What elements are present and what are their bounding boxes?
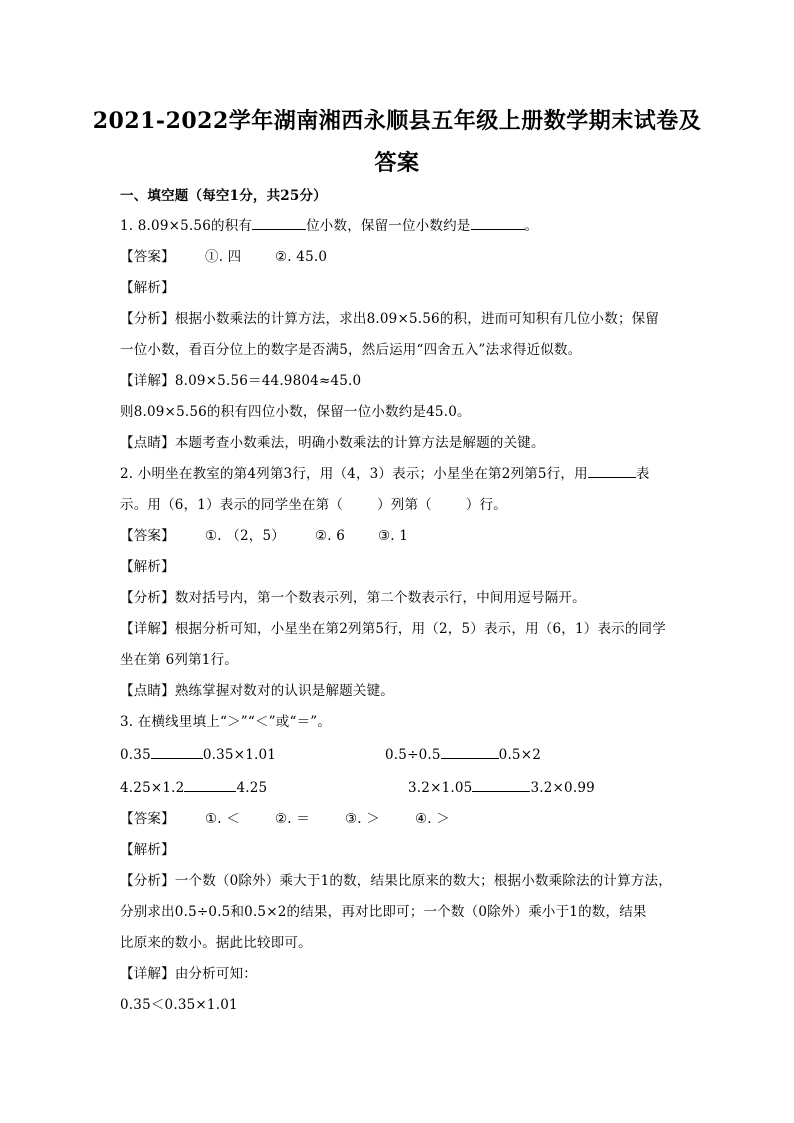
xiangjie-line: 则8.09×5.56的积有四位小数，保留一位小数约是45.0。 bbox=[120, 404, 471, 420]
expr-right: 0.35×1.01 bbox=[202, 747, 277, 763]
document-title-line1: 2021-2022学年湖南湘西永顺县五年级上册数学期末试卷及 bbox=[92, 108, 702, 134]
question-1-text: 1. 8.09×5.56的积有 bbox=[120, 218, 253, 234]
answer-item: ②. 6 bbox=[315, 528, 346, 544]
comparison-item bbox=[385, 745, 541, 765]
section-heading: 一、填空题（每空1分，共25分） bbox=[120, 188, 327, 204]
dianjing-text: 熟练掌握对数对的认识是解题关键。 bbox=[174, 683, 395, 699]
expr-right: 0.5×2 bbox=[498, 747, 542, 763]
question-2-text: ）列第（ bbox=[377, 497, 432, 513]
answer-item: ②. 45.0 bbox=[275, 249, 328, 265]
fenxi-text: 根据小数乘法的计算方法，求出8.09×5.56的积，进而可知积有几位小数；保留 bbox=[174, 311, 660, 327]
answer-item: ④. ＞ bbox=[415, 811, 450, 827]
answer-item: ①. ＜ bbox=[205, 811, 240, 827]
answer-item: ③. ＞ bbox=[345, 811, 380, 827]
answer-blank bbox=[184, 779, 236, 792]
answer-blank bbox=[151, 746, 203, 759]
xiangjie-label: 【详解】 bbox=[120, 621, 175, 637]
expr-left: 4.25×1.2 bbox=[120, 780, 185, 796]
dianjing-label: 【点睛】 bbox=[120, 683, 175, 699]
question-2-text: 2. 小明坐在教室的第4列第3行，用（4，3）表示；小星坐在第2列第5行，用 bbox=[120, 466, 588, 482]
answer-label: 【答案】 bbox=[120, 249, 175, 265]
answer-blank bbox=[588, 465, 636, 478]
question-2-text: 表 bbox=[635, 466, 650, 482]
question-3: 3. 在横线里填上“＞”“＜”或“＝”。 bbox=[120, 714, 332, 730]
fenxi-line bbox=[120, 588, 680, 608]
answer-blank bbox=[472, 779, 530, 792]
comparison-item bbox=[120, 745, 276, 765]
answer-item: ①. 四 bbox=[205, 249, 242, 265]
question-2-text: 示。用（6，1）表示的同学坐在第（ bbox=[120, 497, 344, 513]
answer-item: ①. （2，5） bbox=[205, 528, 285, 544]
fenxi-label: 【分析】 bbox=[120, 590, 175, 606]
question-2 bbox=[120, 464, 680, 484]
fenxi-text: 一个数（0除外）乘大于1的数，结果比原来的数大；根据小数乘除法的计算方法， bbox=[174, 873, 672, 889]
question-2-cont bbox=[120, 495, 680, 515]
comparison-item bbox=[120, 778, 267, 798]
question-1-text: 。 bbox=[524, 218, 539, 234]
fenxi-line: 一位小数，看百分位上的数字是否满5，然后运用“四舍五入”法求得近似数。 bbox=[120, 342, 582, 358]
answer-blank bbox=[252, 217, 306, 230]
answer-label: 【答案】 bbox=[120, 528, 175, 544]
fenxi-line bbox=[120, 871, 680, 891]
fenxi-label: 【分析】 bbox=[120, 311, 175, 327]
question-1-text: 位小数，保留一位小数约是 bbox=[306, 218, 471, 234]
answer-blank bbox=[441, 746, 499, 759]
dianjing-line bbox=[120, 433, 680, 453]
fenxi-text: 数对括号内，第一个数表示列，第二个数表示行，中间用逗号隔开。 bbox=[174, 590, 586, 606]
expr-right: 4.25 bbox=[236, 780, 268, 796]
analysis-label: 【解析】 bbox=[120, 559, 175, 575]
answer-blank bbox=[471, 217, 525, 230]
analysis-label: 【解析】 bbox=[120, 280, 175, 296]
answer-label: 【答案】 bbox=[120, 811, 175, 827]
answer-item: ③. 1 bbox=[378, 528, 409, 544]
question-1 bbox=[120, 216, 680, 236]
xiangjie-line: 坐在第 6列第1行。 bbox=[120, 652, 238, 668]
xiangjie-text: 根据分析可知，小星坐在第2列第5行，用（2，5）表示，用（6，1）表示的同学 bbox=[174, 621, 666, 637]
comparison-item bbox=[408, 778, 595, 798]
xiangjie-label: 【详解】 bbox=[120, 966, 175, 982]
expr-left: 0.35 bbox=[120, 747, 151, 763]
analysis-label: 【解析】 bbox=[120, 842, 175, 858]
expr-left: 3.2×1.05 bbox=[408, 780, 473, 796]
dianjing-text: 本题考查小数乘法，明确小数乘法的计算方法是解题的关键。 bbox=[174, 435, 545, 451]
xiangjie-text: 由分析可知： bbox=[174, 966, 258, 982]
answer-item: ②. ＝ bbox=[275, 811, 310, 827]
fenxi-line: 比原来的数小。据此比较即可。 bbox=[120, 935, 312, 951]
dianjing-label: 【点睛】 bbox=[120, 435, 175, 451]
dianjing-line bbox=[120, 681, 680, 701]
xiangjie-line bbox=[120, 619, 680, 639]
xiangjie-text: 8.09×5.56＝44.9804≈45.0 bbox=[174, 373, 362, 389]
fenxi-line: 分别求出0.5÷0.5和0.5×2的结果，再对比即可；一个数（0除外）乘小于1的数，结果 bbox=[120, 904, 647, 920]
xiangjie-line bbox=[120, 371, 680, 391]
question-2-text: ）行。 bbox=[465, 497, 507, 513]
xiangjie-line: 0.35＜0.35×1.01 bbox=[120, 997, 238, 1013]
xiangjie-line bbox=[120, 964, 680, 984]
expr-left: 0.5÷0.5 bbox=[385, 747, 441, 763]
fenxi-line bbox=[120, 309, 680, 329]
xiangjie-label: 【详解】 bbox=[120, 373, 175, 389]
expr-right: 3.2×0.99 bbox=[530, 780, 595, 796]
fenxi-label: 【分析】 bbox=[120, 873, 175, 889]
document-title-line2: 答案 bbox=[374, 150, 420, 176]
